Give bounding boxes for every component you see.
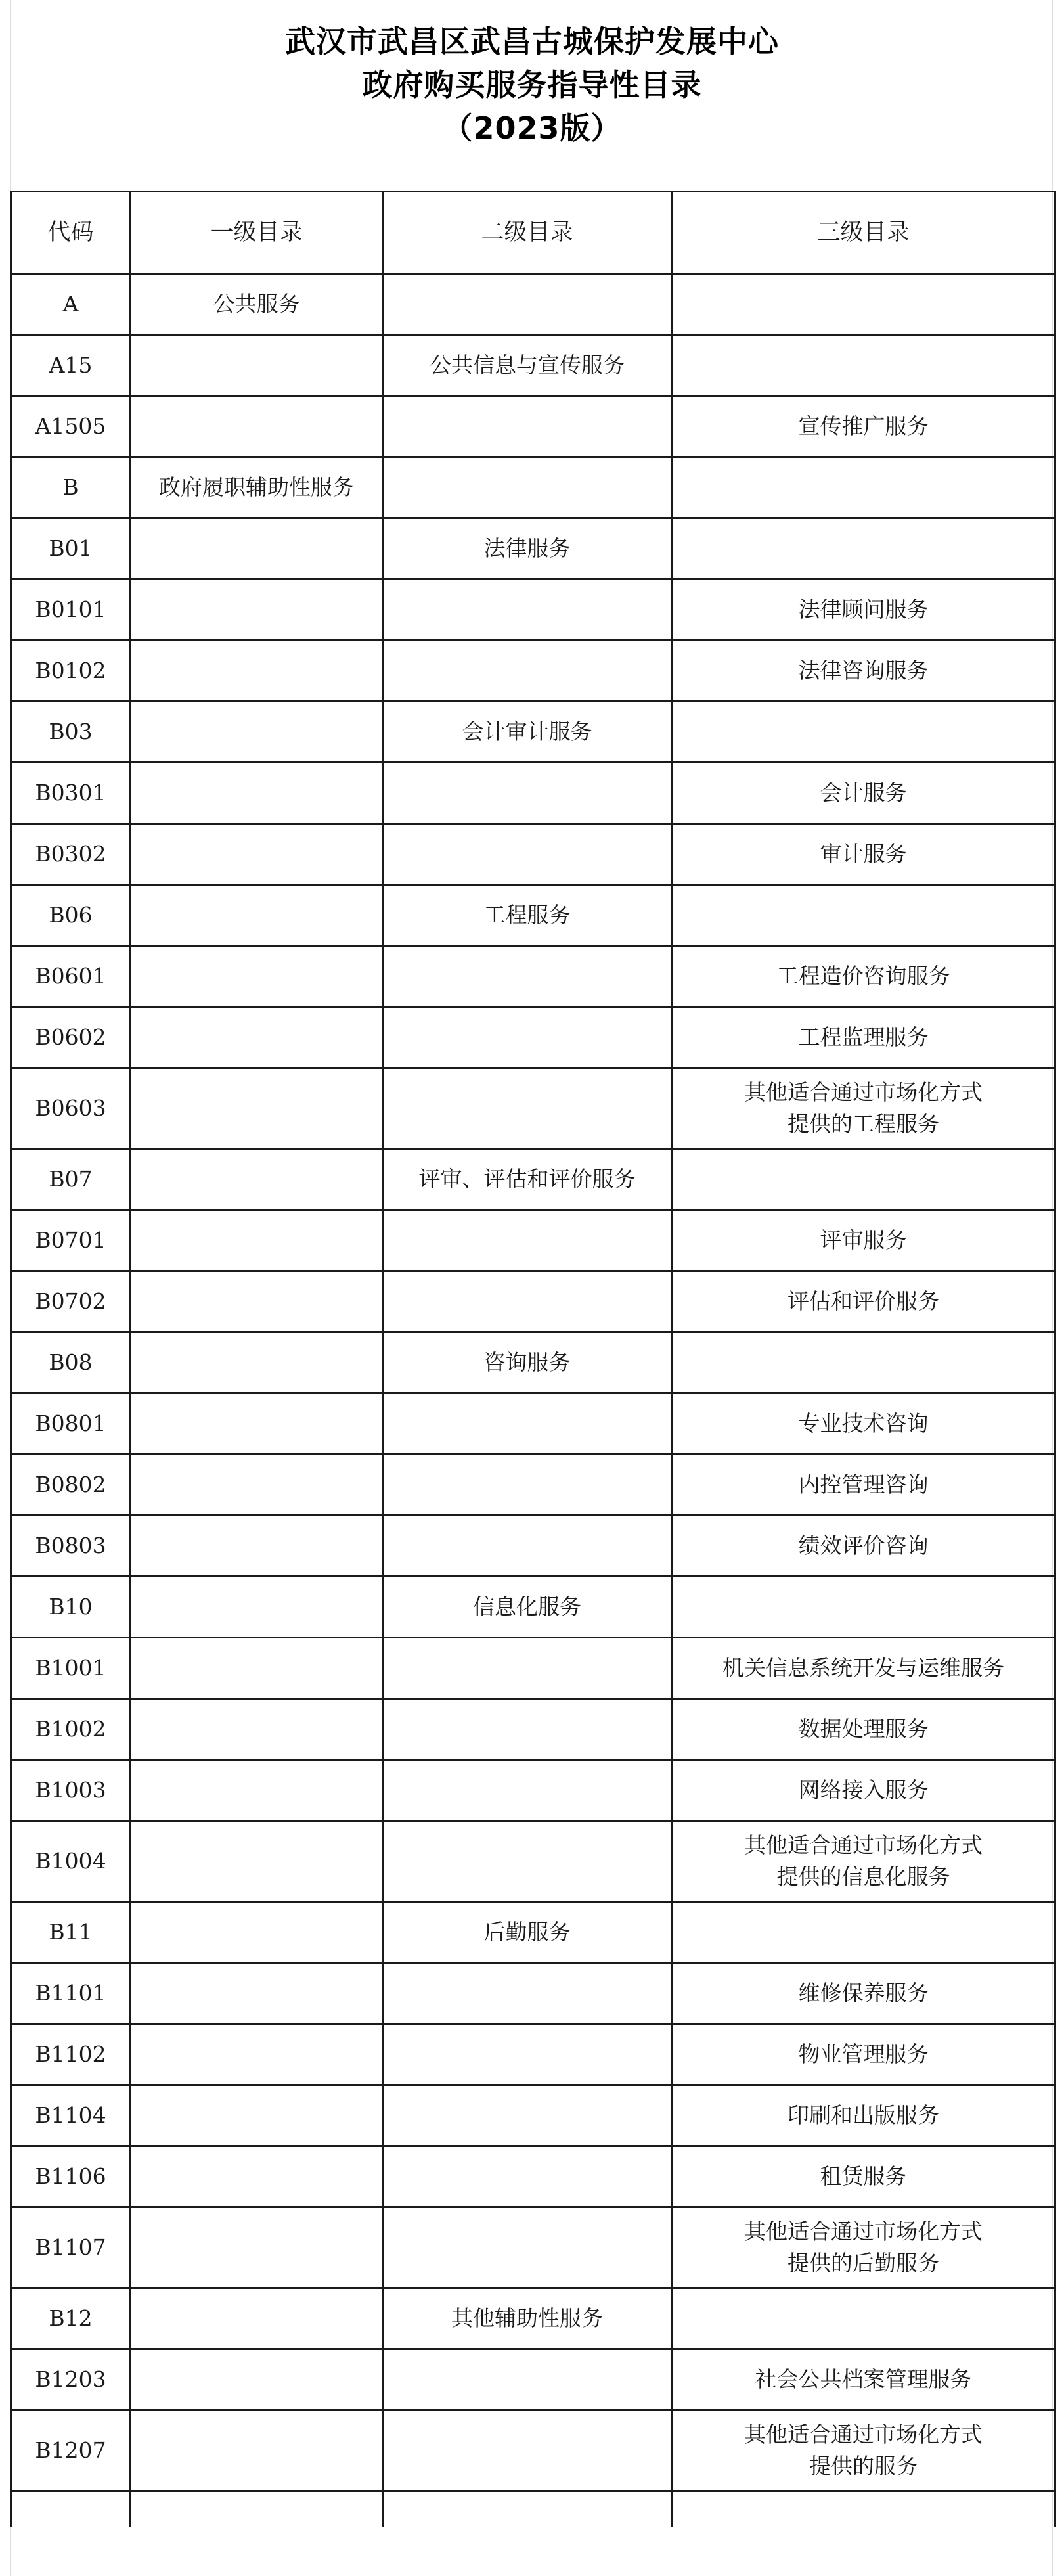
cell-code: B07 [11,1149,131,1210]
empty-cell [11,2491,131,2528]
cell-level1 [131,1068,383,1149]
cell-level1 [131,1455,383,1516]
cell-level3: 其他适合通过市场化方式 提供的工程服务 [672,1068,1055,1149]
cell-code: B10 [11,1577,131,1638]
cell-code: B0302 [11,824,131,885]
cell-level2 [383,2085,672,2146]
cell-level3: 会计服务 [672,763,1055,824]
cell-level3 [672,457,1055,518]
cell-level1 [131,885,383,946]
cell-code: B1102 [11,2024,131,2085]
cell-level3 [672,1332,1055,1393]
cell-level1 [131,1516,383,1577]
cell-level1 [131,1007,383,1068]
cell-level2 [383,946,672,1007]
cell-level3 [672,2288,1055,2349]
table-row [11,1902,1055,1963]
cell-level2: 后勤服务 [383,1902,672,1963]
header-code: 代码 [11,192,131,274]
cell-level2 [383,1210,672,1271]
cell-level3: 法律咨询服务 [672,641,1055,702]
cell-level1 [131,946,383,1007]
cell-level3: 评审服务 [672,1210,1055,1271]
cell-level1 [131,579,383,641]
table-row-cutoff [11,2491,1055,2528]
cell-level1 [131,1902,383,1963]
table-row [11,1393,1055,1455]
cell-level1 [131,1149,383,1210]
cell-level3: 社会公共档案管理服务 [672,2349,1055,2410]
cell-level1 [131,1210,383,1271]
table-row [11,885,1055,946]
cell-level3: 工程监理服务 [672,1007,1055,1068]
empty-cell [383,2491,672,2528]
cell-level1 [131,1760,383,1821]
table-row [11,1638,1055,1699]
table-row [11,2207,1055,2288]
cell-level2: 会计审计服务 [383,702,672,763]
cell-level1 [131,1638,383,1699]
cell-level3 [672,1577,1055,1638]
cell-level1 [131,1963,383,2024]
table-row [11,1699,1055,1760]
cell-code: B01 [11,518,131,579]
table-row [11,579,1055,641]
table-row [11,1068,1055,1149]
cell-level3 [672,885,1055,946]
cell-code: B0601 [11,946,131,1007]
cell-level2 [383,1760,672,1821]
table-row [11,702,1055,763]
cell-level3: 其他适合通过市场化方式 提供的后勤服务 [672,2207,1055,2288]
header-row [11,192,1055,274]
cell-code: B0803 [11,1516,131,1577]
title-line-catalog: 政府购买服务指导性目录 [362,67,702,102]
table-row [11,396,1055,457]
table-body [11,274,1055,2528]
cell-code: B0301 [11,763,131,824]
cell-level1: 政府履职辅助性服务 [131,457,383,518]
cell-level1 [131,763,383,824]
table-row [11,1821,1055,1902]
table-row [11,274,1055,335]
cell-level2 [383,2410,672,2491]
table-row [11,1332,1055,1393]
table-row [11,2288,1055,2349]
cell-code: B0603 [11,1068,131,1149]
cell-level1 [131,396,383,457]
document-title [10,20,1054,150]
cell-level3: 审计服务 [672,824,1055,885]
cell-code: A15 [11,335,131,396]
table-row [11,1210,1055,1271]
cell-level2: 信息化服务 [383,1577,672,1638]
cell-code: B1002 [11,1699,131,1760]
table-header [11,192,1055,274]
cell-level2 [383,1821,672,1902]
cell-level3: 数据处理服务 [672,1699,1055,1760]
cell-level2: 工程服务 [383,885,672,946]
cell-level3: 租赁服务 [672,2146,1055,2207]
cell-level2: 公共信息与宣传服务 [383,335,672,396]
cell-level2 [383,579,672,641]
cell-level2 [383,2349,672,2410]
cell-level1 [131,2146,383,2207]
table-row [11,1516,1055,1577]
table-row [11,1149,1055,1210]
cell-level3 [672,335,1055,396]
cell-code: B0702 [11,1271,131,1332]
cell-level2 [383,1393,672,1455]
cell-level3 [672,518,1055,579]
cell-level1 [131,2349,383,2410]
table-row [11,824,1055,885]
cell-code: B08 [11,1332,131,1393]
cell-level3 [672,702,1055,763]
cell-level2 [383,1007,672,1068]
cell-code: B1003 [11,1760,131,1821]
cell-level2: 评审、评估和评价服务 [383,1149,672,1210]
table-row [11,641,1055,702]
header-level2: 二级目录 [383,192,672,274]
cell-level1 [131,1393,383,1455]
cell-code: B1004 [11,1821,131,1902]
cell-code: B06 [11,885,131,946]
cell-level3 [672,1149,1055,1210]
table-row [11,1577,1055,1638]
cell-code: B1203 [11,2349,131,2410]
title-line-organization: 武汉市武昌区武昌古城保护发展中心 [285,24,779,59]
cell-code: B0801 [11,1393,131,1455]
cell-level2 [383,2146,672,2207]
cell-code: B0701 [11,1210,131,1271]
table-row [11,763,1055,824]
cell-code: B1207 [11,2410,131,2491]
cell-level2 [383,1271,672,1332]
cell-level3: 评估和评价服务 [672,1271,1055,1332]
table-row [11,2024,1055,2085]
cell-level1 [131,2288,383,2349]
cell-level2 [383,1068,672,1149]
cell-level3: 法律顾问服务 [672,579,1055,641]
cell-code: A [11,274,131,335]
table-row [11,457,1055,518]
cell-level3: 绩效评价咨询 [672,1516,1055,1577]
cell-level3: 机关信息系统开发与运维服务 [672,1638,1055,1699]
cell-level1 [131,2410,383,2491]
cell-code: B1106 [11,2146,131,2207]
table-row [11,518,1055,579]
cell-level2: 咨询服务 [383,1332,672,1393]
cell-code: B1001 [11,1638,131,1699]
table-row [11,1271,1055,1332]
table-row [11,1455,1055,1516]
table-row [11,2146,1055,2207]
header-level1: 一级目录 [131,192,383,274]
cell-level2: 其他辅助性服务 [383,2288,672,2349]
cell-code: B03 [11,702,131,763]
cell-level3: 内控管理咨询 [672,1455,1055,1516]
cell-level1 [131,2207,383,2288]
cell-code: B1107 [11,2207,131,2288]
table-row [11,335,1055,396]
table-row [11,2085,1055,2146]
cell-level1 [131,335,383,396]
cell-level1: 公共服务 [131,274,383,335]
table-row [11,1760,1055,1821]
cell-level2 [383,1455,672,1516]
table-row [11,2410,1055,2491]
cell-code: B12 [11,2288,131,2349]
cell-level3: 印刷和出版服务 [672,2085,1055,2146]
cell-level1 [131,1332,383,1393]
table-row [11,1007,1055,1068]
cell-level1 [131,702,383,763]
cell-code: B11 [11,1902,131,1963]
cell-level2 [383,2024,672,2085]
empty-cell [672,2491,1055,2528]
cell-level3: 专业技术咨询 [672,1393,1055,1455]
cell-level3: 其他适合通过市场化方式 提供的信息化服务 [672,1821,1055,1902]
cell-level3: 网络接入服务 [672,1760,1055,1821]
cell-level2 [383,1699,672,1760]
cell-code: B0802 [11,1455,131,1516]
cell-level1 [131,1821,383,1902]
table-row [11,1963,1055,2024]
cell-code: B0101 [11,579,131,641]
empty-cell [131,2491,383,2528]
title-line-edition: （2023版） [442,110,622,146]
cell-level3: 物业管理服务 [672,2024,1055,2085]
cell-code: A1505 [11,396,131,457]
cell-level3: 其他适合通过市场化方式 提供的服务 [672,2410,1055,2491]
cell-level1 [131,518,383,579]
cell-level2 [383,1516,672,1577]
cell-level1 [131,1271,383,1332]
cell-level2 [383,1963,672,2024]
cell-level2 [383,396,672,457]
table-row [11,946,1055,1007]
cell-level2 [383,2207,672,2288]
cell-level3 [672,1902,1055,1963]
cell-level3 [672,274,1055,335]
cell-code: B0102 [11,641,131,702]
cell-level2 [383,1638,672,1699]
cell-level1 [131,2024,383,2085]
cell-code: B1104 [11,2085,131,2146]
cell-level2 [383,641,672,702]
cell-level1 [131,2085,383,2146]
cell-level3: 工程造价咨询服务 [672,946,1055,1007]
cell-level1 [131,641,383,702]
cell-level2 [383,274,672,335]
table-row [11,2349,1055,2410]
cell-level2 [383,824,672,885]
cell-level2: 法律服务 [383,518,672,579]
cell-level1 [131,1699,383,1760]
service-catalog-table [10,191,1056,2527]
header-level3: 三级目录 [672,192,1055,274]
cell-level2 [383,763,672,824]
cell-level1 [131,1577,383,1638]
cell-level2 [383,457,672,518]
cell-code: B [11,457,131,518]
cell-level1 [131,824,383,885]
cell-code: B1101 [11,1963,131,2024]
cell-code: B0602 [11,1007,131,1068]
cell-level3: 维修保养服务 [672,1963,1055,2024]
cell-level3: 宣传推广服务 [672,396,1055,457]
